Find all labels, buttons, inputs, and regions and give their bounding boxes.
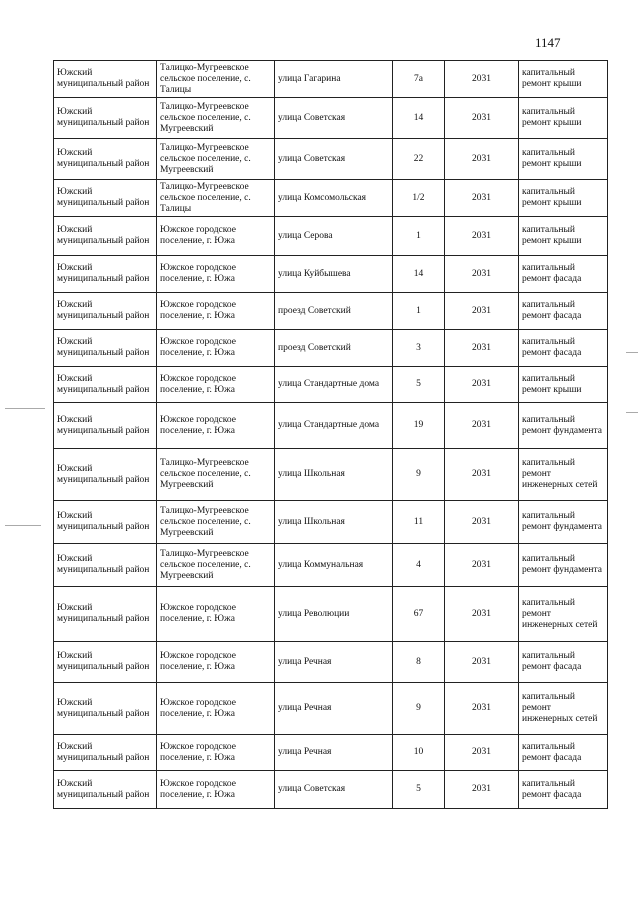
district-cell: Южский муниципальный район xyxy=(54,330,157,367)
table-row xyxy=(54,403,608,449)
year-cell: 2031 xyxy=(445,544,519,587)
district-cell: Южский муниципальный район xyxy=(54,587,157,642)
year-cell: 2031 xyxy=(445,330,519,367)
house-number-cell: 5 xyxy=(393,367,445,403)
margin-mark-left xyxy=(5,408,45,409)
district-cell: Южский муниципальный район xyxy=(54,771,157,809)
table-row xyxy=(54,735,608,771)
repair-type-cell: капитальный ремонт крыши xyxy=(519,98,608,139)
settlement-cell: Южское городское поселение, г. Южа xyxy=(157,642,275,683)
table-row xyxy=(54,180,608,217)
district-cell: Южский муниципальный район xyxy=(54,61,157,98)
street-cell: улица Революции xyxy=(275,587,393,642)
year-cell: 2031 xyxy=(445,403,519,449)
house-number-cell: 8 xyxy=(393,642,445,683)
settlement-cell: Южское городское поселение, г. Южа xyxy=(157,330,275,367)
page-number: 1147 xyxy=(535,35,561,50)
table-row xyxy=(54,139,608,180)
district-cell: Южский муниципальный район xyxy=(54,293,157,330)
street-cell: улица Школьная xyxy=(275,501,393,544)
table-row xyxy=(54,587,608,642)
year-cell: 2031 xyxy=(445,449,519,501)
settlement-cell: Южское городское поселение, г. Южа xyxy=(157,403,275,449)
house-number-cell: 11 xyxy=(393,501,445,544)
settlement-cell: Талицко-Мугреевское сельское поселение, с. Мугреевский xyxy=(157,449,275,501)
repair-type-cell: капитальный ремонт фасада xyxy=(519,293,608,330)
settlement-cell: Южское городское поселение, г. Южа xyxy=(157,587,275,642)
repair-type-cell: капитальный ремонт фасада xyxy=(519,771,608,809)
year-cell: 2031 xyxy=(445,683,519,735)
table-row xyxy=(54,449,608,501)
repair-type-cell: капитальный ремонт крыши xyxy=(519,217,608,256)
street-cell: улица Стандартные дома xyxy=(275,403,393,449)
street-cell: проезд Советский xyxy=(275,330,393,367)
repair-type-cell: капитальный ремонт фундамента xyxy=(519,501,608,544)
year-cell: 2031 xyxy=(445,735,519,771)
year-cell: 2031 xyxy=(445,771,519,809)
street-cell: улица Стандартные дома xyxy=(275,367,393,403)
district-cell: Южский муниципальный район xyxy=(54,642,157,683)
district-cell: Южский муниципальный район xyxy=(54,139,157,180)
settlement-cell: Талицко-Мугреевское сельское поселение, с. Мугреевский xyxy=(157,544,275,587)
settlement-cell: Талицко-Мугреевское сельское поселение, с. Мугреевский xyxy=(157,501,275,544)
year-cell: 2031 xyxy=(445,642,519,683)
house-number-cell: 1 xyxy=(393,293,445,330)
settlement-cell: Талицко-Мугреевское сельское поселение, с. Мугреевский xyxy=(157,98,275,139)
district-cell: Южский муниципальный район xyxy=(54,367,157,403)
margin-mark-left xyxy=(5,525,41,526)
district-cell: Южский муниципальный район xyxy=(54,449,157,501)
repair-type-cell: капитальный ремонт инженерных сетей xyxy=(519,587,608,642)
settlement-cell: Талицко-Мугреевское сельское поселение, с. Талицы xyxy=(157,180,275,217)
house-number-cell: 9 xyxy=(393,449,445,501)
district-cell: Южский муниципальный район xyxy=(54,256,157,293)
table-row xyxy=(54,683,608,735)
house-number-cell: 22 xyxy=(393,139,445,180)
district-cell: Южский муниципальный район xyxy=(54,544,157,587)
table-row xyxy=(54,217,608,256)
street-cell: улица Школьная xyxy=(275,449,393,501)
house-number-cell: 67 xyxy=(393,587,445,642)
district-cell: Южский муниципальный район xyxy=(54,501,157,544)
year-cell: 2031 xyxy=(445,587,519,642)
settlement-cell: Южское городское поселение, г. Южа xyxy=(157,683,275,735)
table-row xyxy=(54,544,608,587)
street-cell: улица Советская xyxy=(275,139,393,180)
repair-type-cell: капитальный ремонт крыши xyxy=(519,367,608,403)
repair-type-cell: капитальный ремонт инженерных сетей xyxy=(519,449,608,501)
house-number-cell: 7а xyxy=(393,61,445,98)
street-cell: улица Речная xyxy=(275,642,393,683)
street-cell: проезд Советский xyxy=(275,293,393,330)
table-row xyxy=(54,330,608,367)
table-row xyxy=(54,61,608,98)
table-row xyxy=(54,256,608,293)
repair-type-cell: капитальный ремонт крыши xyxy=(519,139,608,180)
year-cell: 2031 xyxy=(445,180,519,217)
year-cell: 2031 xyxy=(445,217,519,256)
margin-mark-right xyxy=(626,412,638,413)
house-number-cell: 4 xyxy=(393,544,445,587)
settlement-cell: Южское городское поселение, г. Южа xyxy=(157,256,275,293)
house-number-cell: 14 xyxy=(393,256,445,293)
street-cell: улица Гагарина xyxy=(275,61,393,98)
street-cell: улица Куйбышева xyxy=(275,256,393,293)
table-row xyxy=(54,501,608,544)
table-row xyxy=(54,98,608,139)
street-cell: улица Серова xyxy=(275,217,393,256)
settlement-cell: Южское городское поселение, г. Южа xyxy=(157,735,275,771)
repair-type-cell: капитальный ремонт фасада xyxy=(519,330,608,367)
table-row xyxy=(54,293,608,330)
street-cell: улица Речная xyxy=(275,735,393,771)
district-cell: Южский муниципальный район xyxy=(54,683,157,735)
house-number-cell: 5 xyxy=(393,771,445,809)
repair-type-cell: капитальный ремонт крыши xyxy=(519,180,608,217)
street-cell: улица Коммунальная xyxy=(275,544,393,587)
year-cell: 2031 xyxy=(445,367,519,403)
settlement-cell: Южское городское поселение, г. Южа xyxy=(157,771,275,809)
district-cell: Южский муниципальный район xyxy=(54,403,157,449)
repair-type-cell: капитальный ремонт инженерных сетей xyxy=(519,683,608,735)
year-cell: 2031 xyxy=(445,501,519,544)
settlement-cell: Южское городское поселение, г. Южа xyxy=(157,293,275,330)
street-cell: улица Комсомольская xyxy=(275,180,393,217)
repair-type-cell: капитальный ремонт фундамента xyxy=(519,403,608,449)
house-number-cell: 14 xyxy=(393,98,445,139)
year-cell: 2031 xyxy=(445,256,519,293)
district-cell: Южский муниципальный район xyxy=(54,735,157,771)
margin-mark-right xyxy=(626,352,638,353)
settlement-cell: Талицко-Мугреевское сельское поселение, с. Талицы xyxy=(157,61,275,98)
district-cell: Южский муниципальный район xyxy=(54,98,157,139)
settlement-cell: Талицко-Мугреевское сельское поселение, с. Мугреевский xyxy=(157,139,275,180)
housing-repair-table xyxy=(53,60,608,809)
street-cell: улица Советская xyxy=(275,98,393,139)
table-body xyxy=(54,61,608,809)
repair-type-cell: капитальный ремонт фасада xyxy=(519,735,608,771)
street-cell: улица Советская xyxy=(275,771,393,809)
district-cell: Южский муниципальный район xyxy=(54,217,157,256)
table-row xyxy=(54,367,608,403)
year-cell: 2031 xyxy=(445,139,519,180)
repair-type-cell: капитальный ремонт крыши xyxy=(519,61,608,98)
house-number-cell: 10 xyxy=(393,735,445,771)
settlement-cell: Южское городское поселение, г. Южа xyxy=(157,217,275,256)
street-cell: улица Речная xyxy=(275,683,393,735)
house-number-cell: 1 xyxy=(393,217,445,256)
repair-type-cell: капитальный ремонт фасада xyxy=(519,642,608,683)
settlement-cell: Южское городское поселение, г. Южа xyxy=(157,367,275,403)
house-number-cell: 3 xyxy=(393,330,445,367)
year-cell: 2031 xyxy=(445,61,519,98)
house-number-cell: 9 xyxy=(393,683,445,735)
year-cell: 2031 xyxy=(445,98,519,139)
house-number-cell: 1/2 xyxy=(393,180,445,217)
year-cell: 2031 xyxy=(445,293,519,330)
table-row xyxy=(54,771,608,809)
repair-type-cell: капитальный ремонт фасада xyxy=(519,256,608,293)
district-cell: Южский муниципальный район xyxy=(54,180,157,217)
table-row xyxy=(54,642,608,683)
house-number-cell: 19 xyxy=(393,403,445,449)
repair-type-cell: капитальный ремонт фундамента xyxy=(519,544,608,587)
